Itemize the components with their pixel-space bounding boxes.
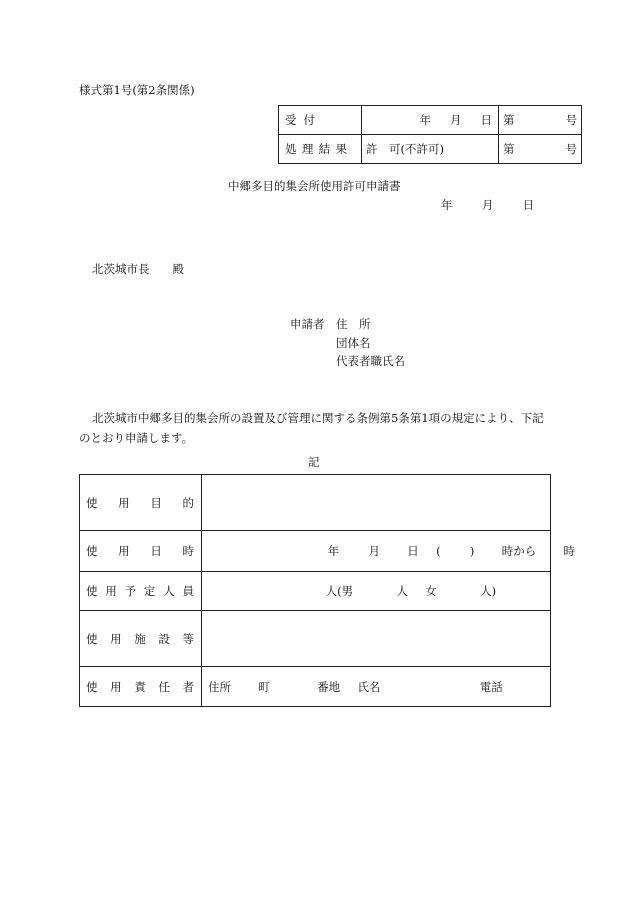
- people-field[interactable]: 人(男 人 女 人): [202, 572, 551, 611]
- facility-field[interactable]: [202, 611, 551, 667]
- applicant-representative-field[interactable]: 代表者職氏名: [336, 354, 405, 368]
- people-row: [80, 572, 551, 611]
- receipt-date-cell[interactable]: 年 月 日: [362, 106, 499, 135]
- people-label: 使 用 予 定 人 員: [80, 572, 202, 611]
- body-text-line-1: 北茨城市中郷多目的集会所の設置及び管理に関する条例第5条第1項の規定により、下記: [92, 411, 544, 425]
- application-date[interactable]: 年 月 日: [441, 198, 535, 212]
- responsible-field[interactable]: 住所 町 番地 氏名 電話: [202, 667, 551, 707]
- responsible-row: [80, 667, 551, 707]
- details-table: [79, 474, 576, 707]
- facility-label: 使 用 施 設 等: [80, 611, 202, 667]
- responsible-label: 使 用 責 任 者: [80, 667, 202, 707]
- applicant-address-field[interactable]: 住 所: [336, 317, 371, 331]
- ki-heading: 記: [308, 455, 320, 469]
- processing-number-cell[interactable]: 第 号: [499, 135, 582, 164]
- purpose-row: [80, 475, 551, 531]
- receipt-table: [278, 105, 582, 164]
- datetime-row: [80, 531, 551, 572]
- processing-row: [279, 135, 582, 164]
- purpose-field[interactable]: [202, 475, 551, 531]
- facility-row: [80, 611, 551, 667]
- form-title: 中郷多目的集会所使用許可申請書: [228, 179, 401, 193]
- receipt-row: [279, 106, 582, 135]
- receipt-number-cell[interactable]: 第 号: [499, 106, 582, 135]
- datetime-field[interactable]: 年 月 日 ( ) 時から 時: [202, 531, 551, 572]
- applicant-label: 申請者: [290, 317, 325, 331]
- datetime-label: 使 用 日 時: [80, 531, 202, 572]
- processing-result-cell[interactable]: 許 可(不許可): [362, 135, 499, 164]
- body-text-line-2: のとおり申請します。: [79, 431, 194, 445]
- receipt-label-cell: 受 付: [279, 106, 362, 135]
- applicant-group-field[interactable]: 団体名: [336, 336, 371, 350]
- form-number: 様式第1号(第2条関係): [79, 83, 195, 97]
- addressee: 北茨城市長 殿: [92, 262, 184, 276]
- processing-label-cell: 処 理 結 果: [279, 135, 362, 164]
- purpose-label: 使 用 目 的: [80, 475, 202, 531]
